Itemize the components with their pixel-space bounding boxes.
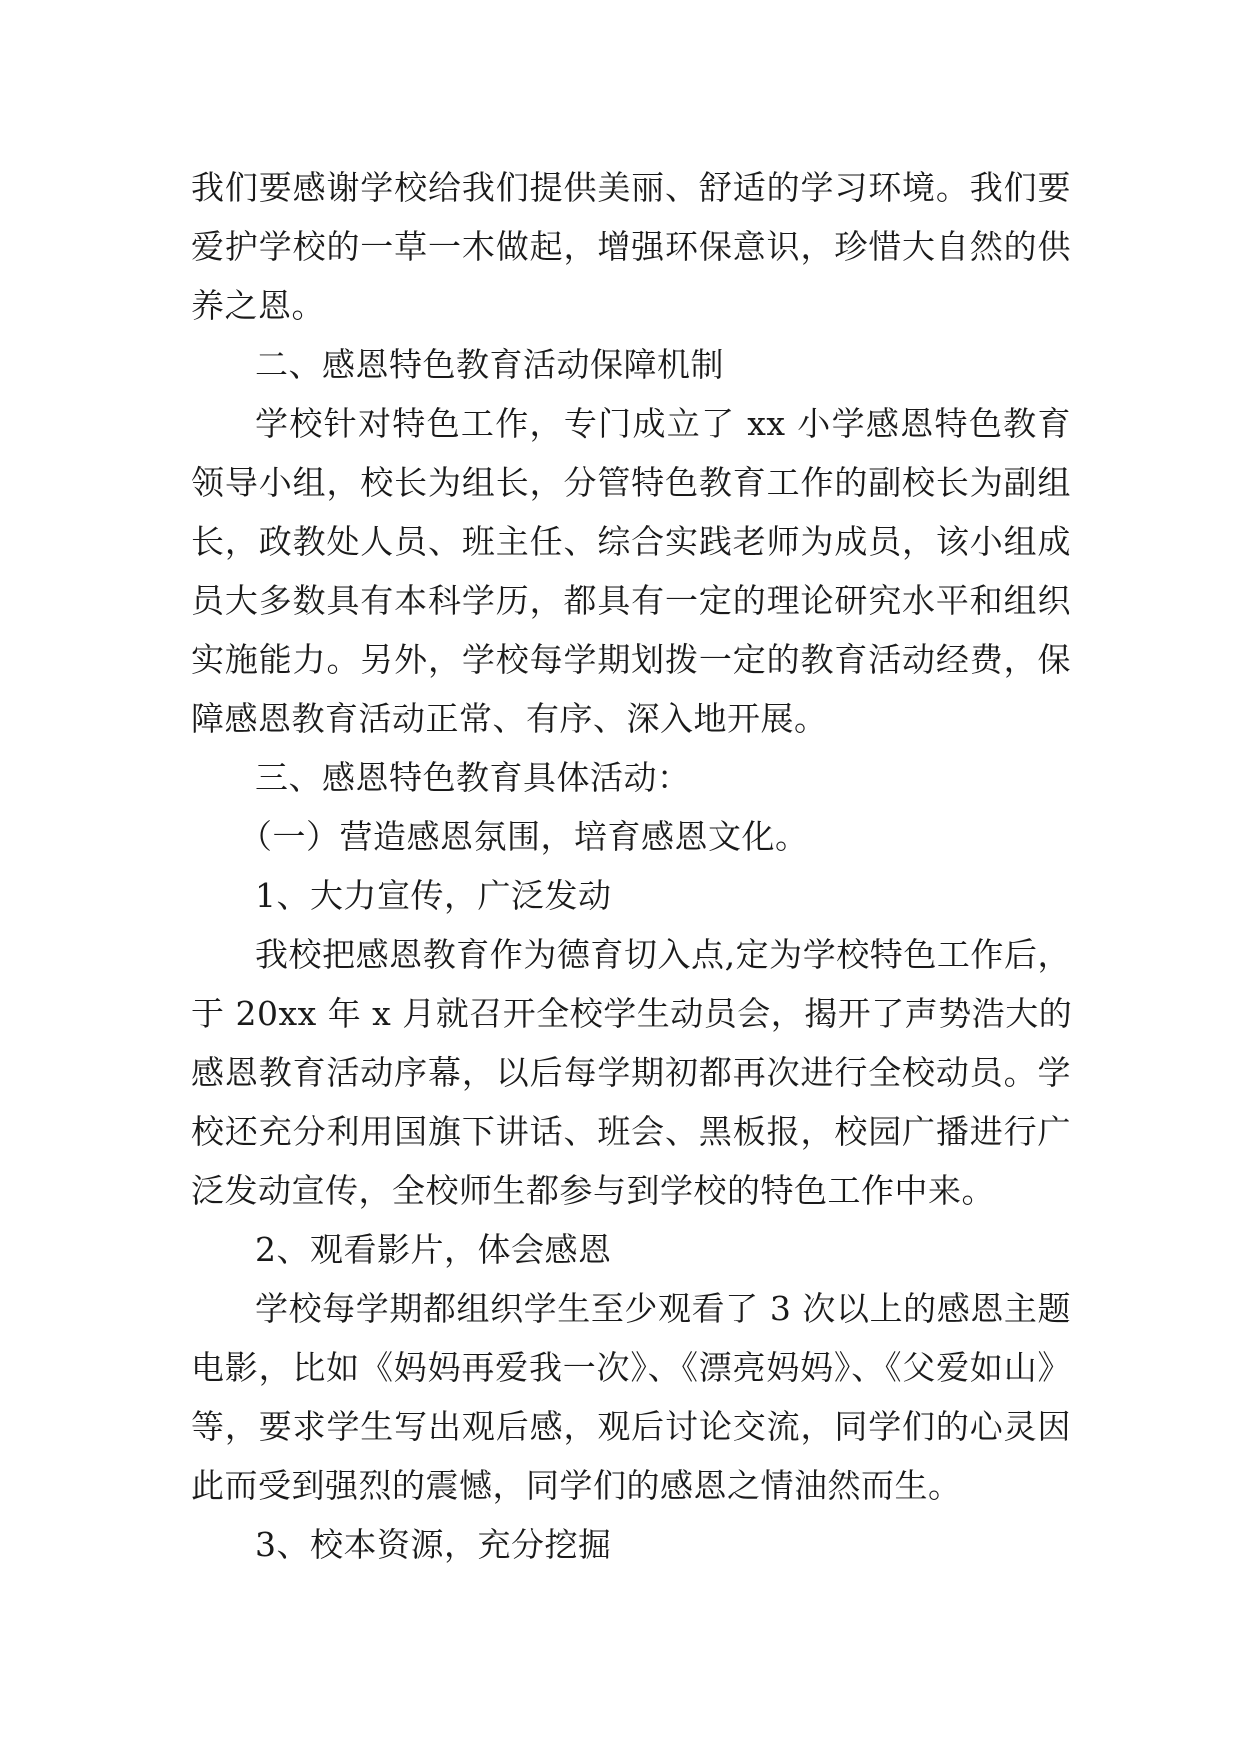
item-heading: 2、观看影片，体会感恩 (255, 1230, 612, 1269)
text-line: 泛发动宣传，全校师生都参与到学校的特色工作中来。 (191, 1171, 995, 1210)
subsection-heading: （一）营造感恩氛围，培育感恩文化。 (239, 817, 809, 856)
text-line: 等，要求学生写出观后感，观后讨论交流，同学们的心灵因 (191, 1407, 1071, 1446)
section-heading: 三、感恩特色教育具体活动： (255, 758, 691, 797)
item-heading: 1、大力宣传，广泛发动 (255, 876, 612, 915)
text-line: 我校把感恩教育作为德育切入点,定为学校特色工作后， (255, 935, 1071, 974)
text-line: 实施能力。另外，学校每学期划拨一定的教育活动经费，保 (191, 640, 1071, 679)
text-line: 学校针对特色工作，专门成立了 xx 小学感恩特色教育 (255, 404, 1071, 443)
text-line: 于 20xx 年 x 月就召开全校学生动员会，揭开了声势浩大的 (191, 994, 1073, 1033)
text-line: 长，政教处人员、班主任、综合实践老师为成员，该小组成 (191, 522, 1071, 561)
text-line: 领导小组，校长为组长，分管特色教育工作的副校长为副组 (191, 463, 1071, 502)
text-line: 员大多数具有本科学历，都具有一定的理论研究水平和组织 (191, 581, 1071, 620)
text-line: 我们要感谢学校给我们提供美丽、舒适的学习环境。我们要 (191, 168, 1071, 207)
text-line: 学校每学期都组织学生至少观看了 3 次以上的感恩主题 (255, 1289, 1071, 1328)
section-heading: 二、感恩特色教育活动保障机制 (255, 345, 724, 384)
text-line: 校还充分利用国旗下讲话、班会、黑板报，校园广播进行广 (191, 1112, 1071, 1151)
text-line: 感恩教育活动序幕，以后每学期初都再次进行全校动员。学 (191, 1053, 1071, 1092)
text-line: 障感恩教育活动正常、有序、深入地开展。 (191, 699, 828, 738)
item-heading: 3、校本资源，充分挖掘 (255, 1525, 612, 1564)
text-line: 养之恩。 (191, 286, 325, 325)
text-line: 电影，比如《妈妈再爱我一次》、《漂亮妈妈》、《父爱如山》 (191, 1348, 1071, 1387)
text-line: 此而受到强烈的震憾，同学们的感恩之情油然而生。 (191, 1466, 962, 1505)
document-body (191, 158, 1071, 1574)
text-line: 爱护学校的一草一木做起，增强环保意识，珍惜大自然的供 (191, 227, 1071, 266)
